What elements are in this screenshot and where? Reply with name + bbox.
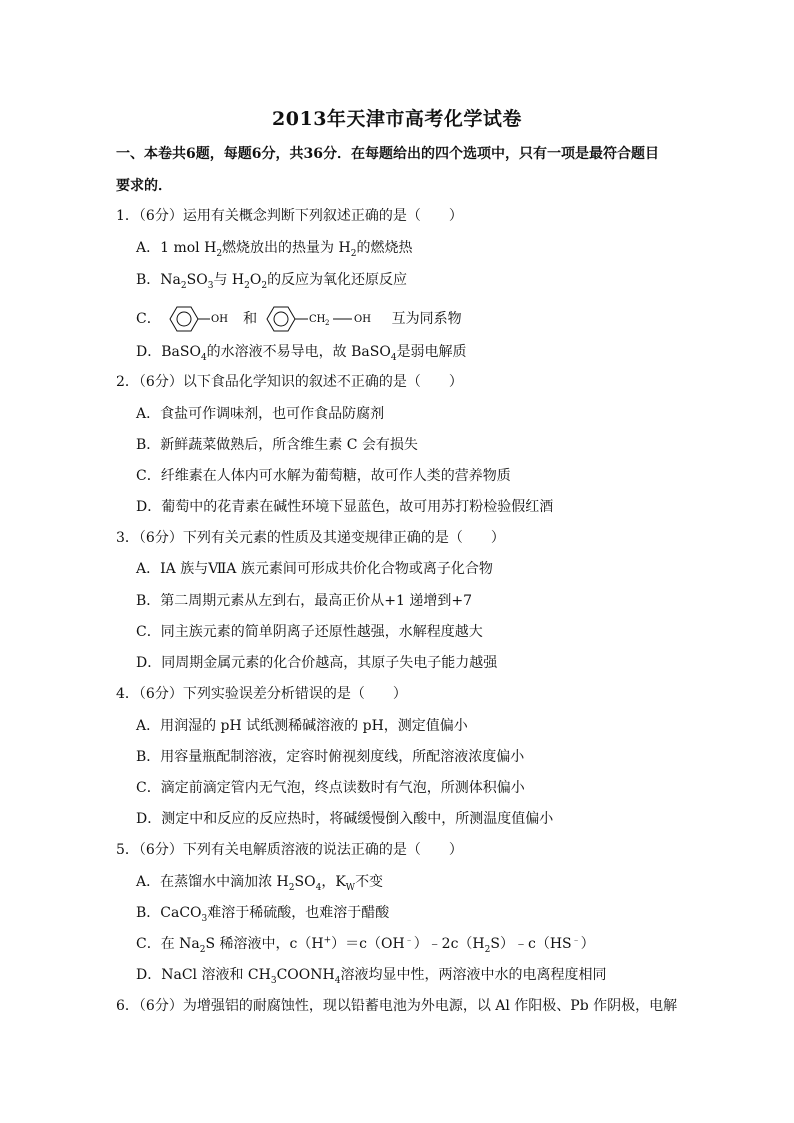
section-instructions-line1: 一、本卷共6题，每题6分，共36分．在每题给出的四个选项中，只有一项是最符合题目 (116, 146, 659, 162)
question-1-option-c: C． OH 和 CH 2 OH 互为同系物 (136, 302, 462, 336)
svg-text:OH: OH (211, 314, 229, 325)
section-instructions-line2: 要求的． (116, 178, 172, 194)
phenol-structure (165, 304, 243, 334)
question-3-option-b: B．第二周期元素从左到右，最高正价从+1 递增到+7 (136, 593, 473, 609)
question-3-option-d: D．同周期金属元素的化合价越高，其原子失电子能力越强 (136, 655, 498, 671)
question-4-stem: 4．（6分）下列实验误差分析错误的是（ ） (116, 686, 407, 702)
question-5-stem: 5．（6分）下列有关电解质溶液的说法正确的是（ ） (116, 842, 463, 858)
question-2-option-b: B．新鲜蔬菜做熟后，所含维生素 C 会有损失 (136, 437, 418, 453)
question-5-option-a: A．在蒸馏水中滴加浓 $H_2SO_4$，$K_W$不变 (136, 874, 384, 893)
question-2-stem: 2．（6分）以下食品化学知识的叙述不正确的是（ ） (116, 374, 463, 390)
question-2-option-a: A．食盐可作调味剂，也可作食品防腐剂 (136, 406, 385, 422)
question-6-stem: 6．（6分）为增强铝的耐腐蚀性，现以铅蓄电池为外电源，以 Al 作阳极、Pb 作阴极，电解 (116, 998, 678, 1014)
question-4-option-b: B．用容量瓶配制溶液，定容时俯视刻度线，所配溶液浓度偏小 (136, 749, 525, 765)
question-2-option-d: D．葡萄中的花青素在碱性环境下显蓝色，故可用苏打粉检验假红酒 (136, 499, 554, 515)
svg-text:CH: CH (308, 314, 325, 325)
question-4-option-c: C．滴定前滴定管内无气泡，终点读数时有气泡，所测体积偏小 (136, 780, 525, 796)
question-1-stem: 1．（6分）运用有关概念判断下列叙述正确的是（ ） (116, 208, 463, 224)
benzyl-alcohol-structure (262, 304, 392, 334)
question-1-option-a: A．1 mol $H_2$燃烧放出的热量为 $H_2$的燃烧热 (136, 240, 413, 259)
question-4-option-d: D．测定中和反应的反应热时，将碱缓慢倒入酸中，所测温度值偏小 (136, 811, 554, 827)
question-3-option-a: A．ⅠA 族与ⅦA 族元素间可形成共价化合物或离子化合物 (136, 561, 493, 577)
svg-text:OH: OH (353, 314, 371, 325)
svg-text:2: 2 (324, 319, 330, 327)
question-5-option-c: C．在 $Na_2S$ 稀溶液中，$c(H^+)=c(OH^﹣)﹣2c(H_2S)﹣c(HS^﹣)$ (136, 935, 595, 955)
question-2-option-c: C．纤维素在人体内可水解为葡萄糖，故可作人类的营养物质 (136, 468, 511, 484)
question-3-stem: 3．（6分）下列有关元素的性质及其递变规律正确的是（ ） (116, 530, 505, 546)
question-5-option-b: B．CaCO$_3$难溶于稀硫酸，也难溶于醋酸 (136, 905, 390, 924)
question-3-option-c: C．同主族元素的简单阴离子还原性越强，水解程度越大 (136, 624, 483, 640)
page-title: 2013年天津市高考化学试卷 (272, 108, 522, 130)
question-4-option-a: A．用润湿的 pH 试纸测稀碱溶液的 pH，测定值偏小 (136, 718, 468, 734)
question-5-option-d: D．NaCl 溶液和 $CH_3COONH_4$溶液均显中性，两溶液中水的电离程度相同 (136, 967, 607, 986)
question-1-option-d: D．BaSO$_4$的水溶液不易导电，故 BaSO$_4$是弱电解质 (136, 344, 467, 363)
question-1-option-b: B．$Na_2SO_3$与 $H_2O_2$的反应为氧化还原反应 (136, 272, 408, 291)
